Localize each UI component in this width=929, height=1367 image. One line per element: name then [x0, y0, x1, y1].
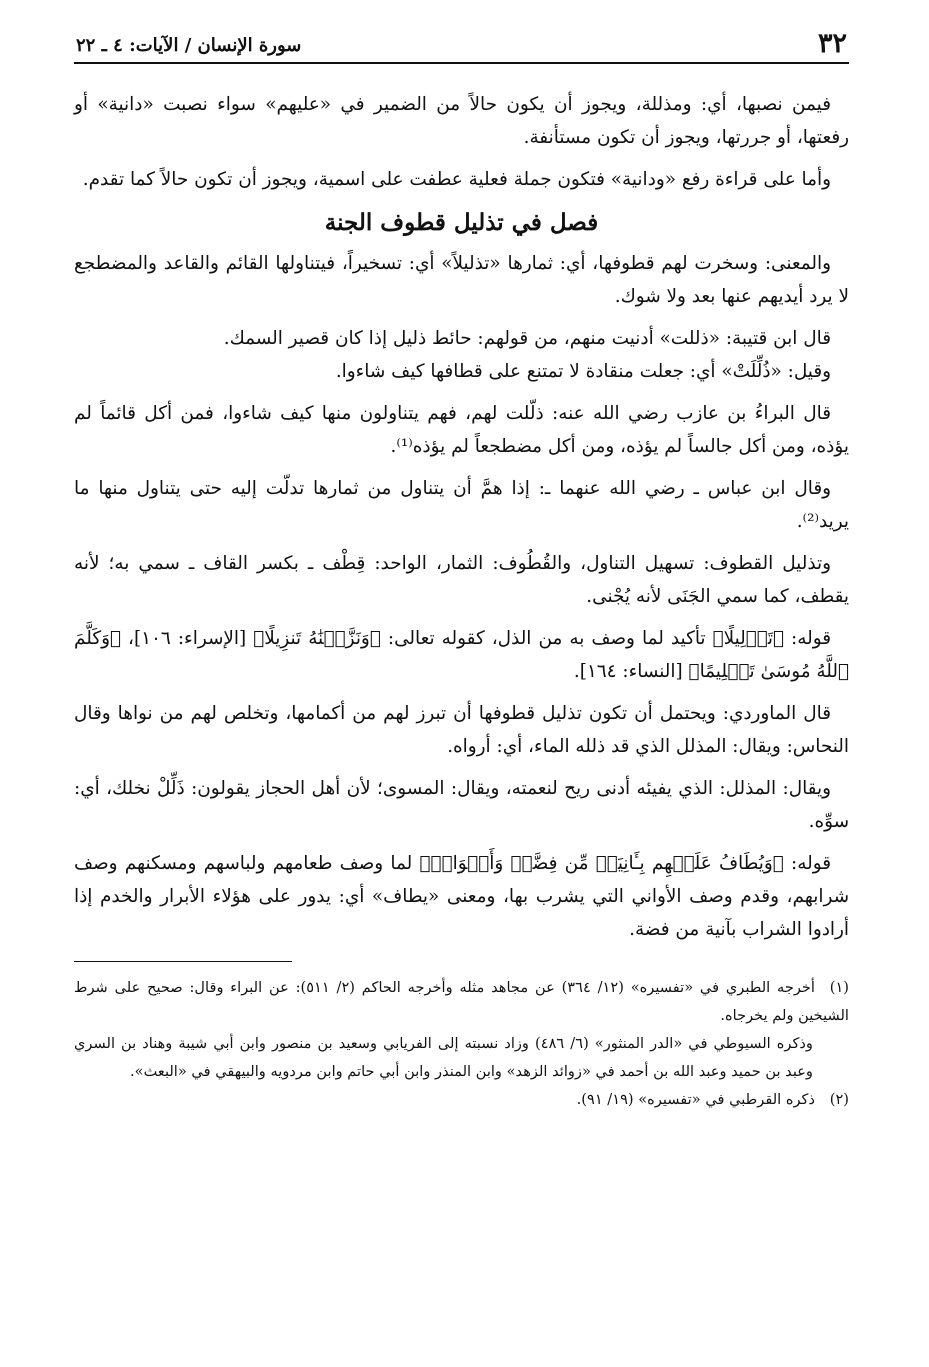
footnote	[74, 974, 849, 1030]
footnote-text: أخرجه الطبري في «تفسيره» (١٢/ ٣٦٤) عن مجاهد مثله وأخرجه الحاكم (٢/ ٥١١): عن البراء وقال: صحيح على شرط الشيخين ولم يخرجاه.	[74, 979, 849, 1024]
paragraph: وتذليل القطوف: تسهيل التناول، والقُطُوف: الثمار، الواحد: قِطْف ـ بكسر القاف ـ سمي به؛ لأنه يقطف، كما سمي الجَنَى لأنه يُجْنى.	[74, 553, 849, 607]
paragraph: قوله: ﴿تَذۡلِيلًا﴾ تأكيد لما وصف به من الذل، كقوله تعالى: ﴿وَنَزَّلۡنَٰهُ تَنزِيلًا﴾ [الإسراء: ١٠٦]، ﴿وَكَلَّمَ ٱللَّهُ مُوسَىٰ تَكۡلِيمًا﴾ [النساء: ١٦٤].	[74, 628, 849, 682]
footnote-number: (١)	[829, 979, 849, 996]
paragraph: وقيل: «ذُلِّلَتْ» أي: جعلت منقادة لا تمتنع على قطافها كيف شاءوا.	[335, 361, 831, 382]
running-title: سورة الإنسان / الآيات: ٤ ـ ٢٢	[76, 35, 302, 56]
paragraph: قال ابن قتيبة: «ذللت» أدنيت منهم، من قولهم: حائط ذليل إذا كان قصير السمك.	[223, 328, 831, 349]
footnotes	[74, 974, 849, 1114]
page-header	[74, 26, 849, 64]
paragraph: والمعنى: وسخرت لهم قطوفها، أي: ثمارها «تذليلاً» أي: تسخيراً، فيتناولها القائم والقاعد والمضطجع لا يرد أيديهم عنها بعد ولا شوك.	[74, 253, 849, 307]
paragraph: قال الماوردي: ويحتمل أن تكون تذليل قطوفها أن تبرز لهم من أكمامها، وتخلص لهم من نواها وقال النحاس: ويقال: المذلل الذي قد ذلله الماء، أي: أرواه.	[74, 703, 849, 757]
footnote-text: ذكره القرطبي في «تفسيره» (١٩/ ٩١).	[576, 1091, 815, 1108]
footnote-separator	[74, 961, 292, 962]
footnote	[74, 1030, 849, 1086]
paragraph: قال البراءُ بن عازب رضي الله عنه: ذلّلت لهم، فهم يتناولون منها كيف شاءوا، فمن أكل قائماً لم يؤذه، ومن أكل جالساً لم يؤذه، ومن أكل مضطجعاً لم يؤذه⁽¹⁾.	[74, 403, 849, 457]
section-title: فصل في تذليل قطوف الجنة	[324, 209, 599, 236]
paragraph: وقال ابن عباس ـ رضي الله عنهما ـ: إذا همَّ أن يتناول من ثمارها تدلّت إليه حتى يتناول منها ما يريد⁽²⁾.	[74, 478, 849, 532]
paragraph: فيمن نصبها، أي: ومذللة، ويجوز أن يكون حالاً من الضمير في «عليهم» سواء نصبت «دانية» أو رفعتها، أو جررتها، ويجوز أن تكون مستأنفة.	[74, 94, 849, 148]
footnote-number: (٢)	[829, 1091, 849, 1108]
page-number: ٣٢	[817, 28, 847, 59]
footnote-text: وذكره السيوطي في «الدر المنثور» (٦/ ٤٨٦) وزاد نسبته إلى الفريابي وسعيد بن منصور وابن أبي شيبة وهناد بن السري وعبد بن حميد وعبد الله بن أحمد في «زوائد الزهد» وابن المنذر وابن أبي حاتم وابن مردويه والبيهقي في «البعث».	[74, 1035, 813, 1080]
footnote	[74, 1086, 849, 1114]
paragraph: ويقال: المذلل: الذي يفيئه أدنى ريح لنعمته، ويقال: المسوى؛ لأن أهل الحجاز يقولون: ذَلِّلْ نخلك، أي: سوِّه.	[74, 778, 849, 832]
paragraph: وأما على قراءة رفع «ودانية» فتكون جملة فعلية عطفت على اسمية، ويجوز أن تكون حالاً كما تقدم.	[82, 169, 831, 190]
page-body	[74, 88, 849, 946]
paragraph: قوله: ﴿وَيُطَافُ عَلَيۡهِم بِـَٔانِيَةٖ مِّن فِضَّةٖ وَأَكۡوَابٖ﴾ لما وصف طعامهم ولباسهم ومسكنهم وصف شرابهم، وقدم وصف الأواني التي يشرب بها، ومعنى «يطاف» أي: يدور على هؤلاء الأبرار والخدم إذا أرادوا الشراب بآنية من فضة.	[74, 853, 849, 940]
book-page	[74, 26, 849, 1114]
